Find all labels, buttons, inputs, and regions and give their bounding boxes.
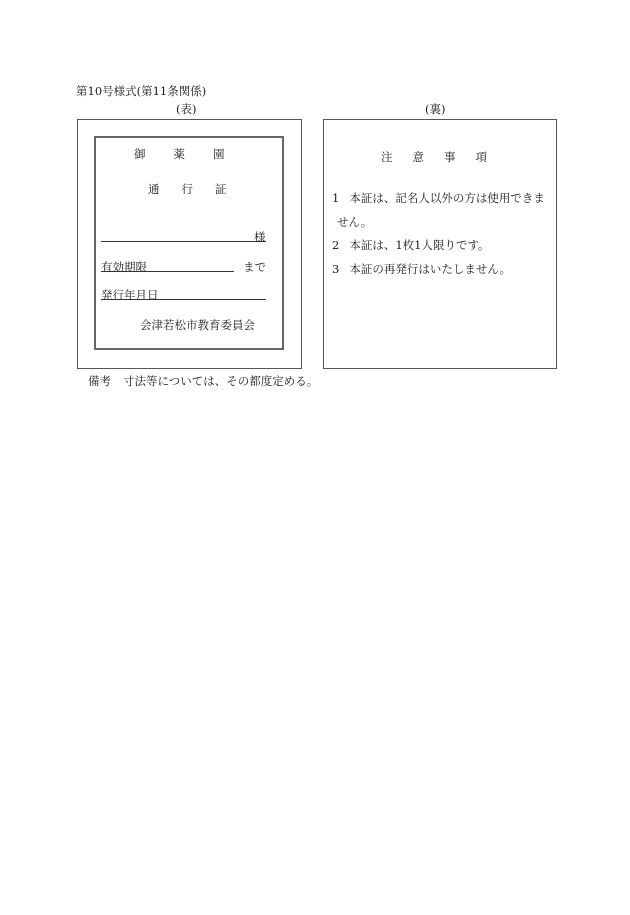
holder-name-line (101, 241, 266, 242)
issue-date-label: 発行年月日 (101, 288, 159, 302)
notice-title-char: 項 (475, 150, 487, 164)
card-name (134, 146, 225, 162)
notice-item (332, 261, 511, 277)
card-name-char: 御 (134, 147, 146, 161)
notice-item-text: 本証は、記名人以外の方は使用できま (349, 191, 545, 205)
notice-item-text: 本証の再発行はいたしません。 (349, 262, 512, 276)
valid-period-suffix: まで (243, 260, 266, 274)
notice-item-number: 3 (332, 262, 340, 276)
remark (88, 373, 318, 389)
remark-label: 備考 (88, 374, 111, 388)
valid-period-line (101, 271, 234, 272)
card-type (148, 181, 227, 197)
notice-title-char: 意 (412, 150, 424, 164)
card-type-char: 行 (181, 182, 193, 196)
form-title: 第10号様式(第11条関係) (76, 84, 207, 98)
notice-title-char: 注 (381, 150, 393, 164)
back-side-label: (裏) (425, 102, 446, 116)
issue-date-line (101, 299, 266, 300)
honorific: 様 (254, 230, 266, 244)
notice-item (332, 190, 545, 206)
issuer-name: 会津若松市教育委員会 (140, 318, 255, 332)
notice-item (332, 237, 490, 253)
notice-item-number: 2 (332, 238, 340, 252)
notice-item-number: 1 (332, 191, 340, 205)
notice-item-continuation: せん。 (337, 215, 373, 229)
card-name-char: 園 (213, 147, 225, 161)
card-type-char: 証 (215, 182, 227, 196)
remark-text: 寸法等については、その都度定める。 (123, 374, 319, 388)
card-type-char: 通 (148, 182, 160, 196)
notice-title-char: 事 (444, 150, 456, 164)
notice-item-text: 本証は、1枚1人限りです。 (349, 238, 490, 252)
front-side-label: (表) (176, 102, 197, 116)
card-name-char: 薬 (173, 147, 185, 161)
valid-period-label: 有効期限 (101, 260, 147, 274)
notice-title (381, 149, 487, 165)
